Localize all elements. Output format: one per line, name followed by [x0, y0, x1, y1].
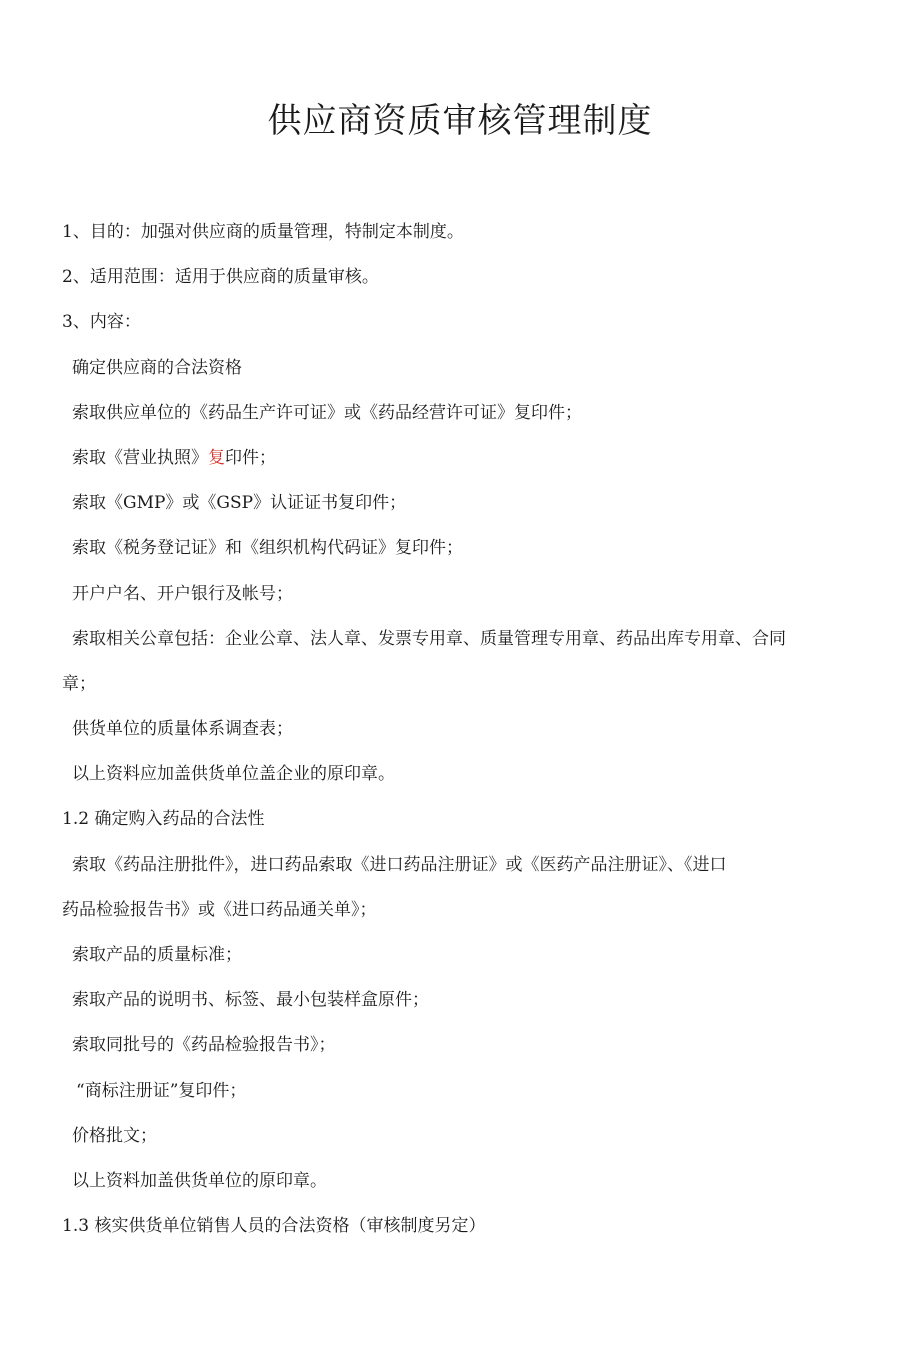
section-1-2-heading: 1.2 确定购入药品的合法性: [62, 809, 265, 830]
list-item-production-license: 索取供应单位的《药品生产许可证》或《药品经营许可证》复印件；: [72, 402, 582, 423]
list-item-original-seal-note: 以上资料应加盖供货单位盖企业的原印章。: [72, 764, 395, 785]
paragraph-purpose: 1、目的：加强对供应商的质量管理，特制定本制度。: [62, 222, 464, 242]
list-item-official-seals: 索取相关公章包括：企业公章、法人章、发票专用章、质量管理专用章、药品出库专用章、合同: [72, 628, 786, 649]
list-item-quality-standard: 索取产品的质量标准；: [72, 945, 242, 965]
list-item-gmp-gsp: 索取《GMP》或《GSP》认证证书复印件；: [72, 493, 407, 514]
list-item-tax-registration: 索取《税务登记证》和《组织机构代码证》复印件；: [72, 538, 463, 559]
section-1-3-heading: 1.3 核实供货单位销售人员的合法资格（审核制度另定）: [62, 1216, 486, 1237]
paragraph-scope: 2、适用范围：适用于供应商的质量审核。: [62, 267, 379, 288]
business-license-text: 索取《营业执照》: [72, 447, 208, 468]
highlighted-character: 复: [208, 447, 225, 468]
document-title: 供应商资质审核管理制度: [267, 101, 653, 141]
list-item-drug-registration: 索取《药品注册批件》，进口药品索取《进口药品注册证》或《医药产品注册证》、《进口: [72, 854, 727, 875]
list-item-inspection-report: 索取同批号的《药品检验报告书》；: [72, 1035, 336, 1056]
list-item-price-approval: 价格批文；: [72, 1125, 157, 1146]
list-item-instructions-labels: 索取产品的说明书、标签、最小包装样盒原件；: [72, 990, 429, 1011]
list-item-bank-account: 开户户名、开户银行及帐号；: [72, 583, 293, 604]
paragraph-content-heading: 3、内容：: [62, 312, 141, 333]
document-body: [62, 210, 862, 1249]
list-item-trademark: “商标注册证”复印件；: [76, 1080, 247, 1101]
list-item-drug-registration-continued: 药品检验报告书》或《进口药品通关单》；: [62, 899, 377, 920]
list-item-official-seals-continued: 章；: [62, 673, 96, 694]
business-license-suffix: 印件；: [225, 447, 276, 468]
list-item-business-license: [62, 436, 862, 481]
list-item-quality-survey: 供货单位的质量体系调查表；: [72, 719, 293, 740]
section-supplier-qualification-heading: 确定供应商的合法资格: [72, 357, 242, 378]
list-item-supplier-seal-note: 以上资料加盖供货单位的原印章。: [72, 1170, 327, 1191]
